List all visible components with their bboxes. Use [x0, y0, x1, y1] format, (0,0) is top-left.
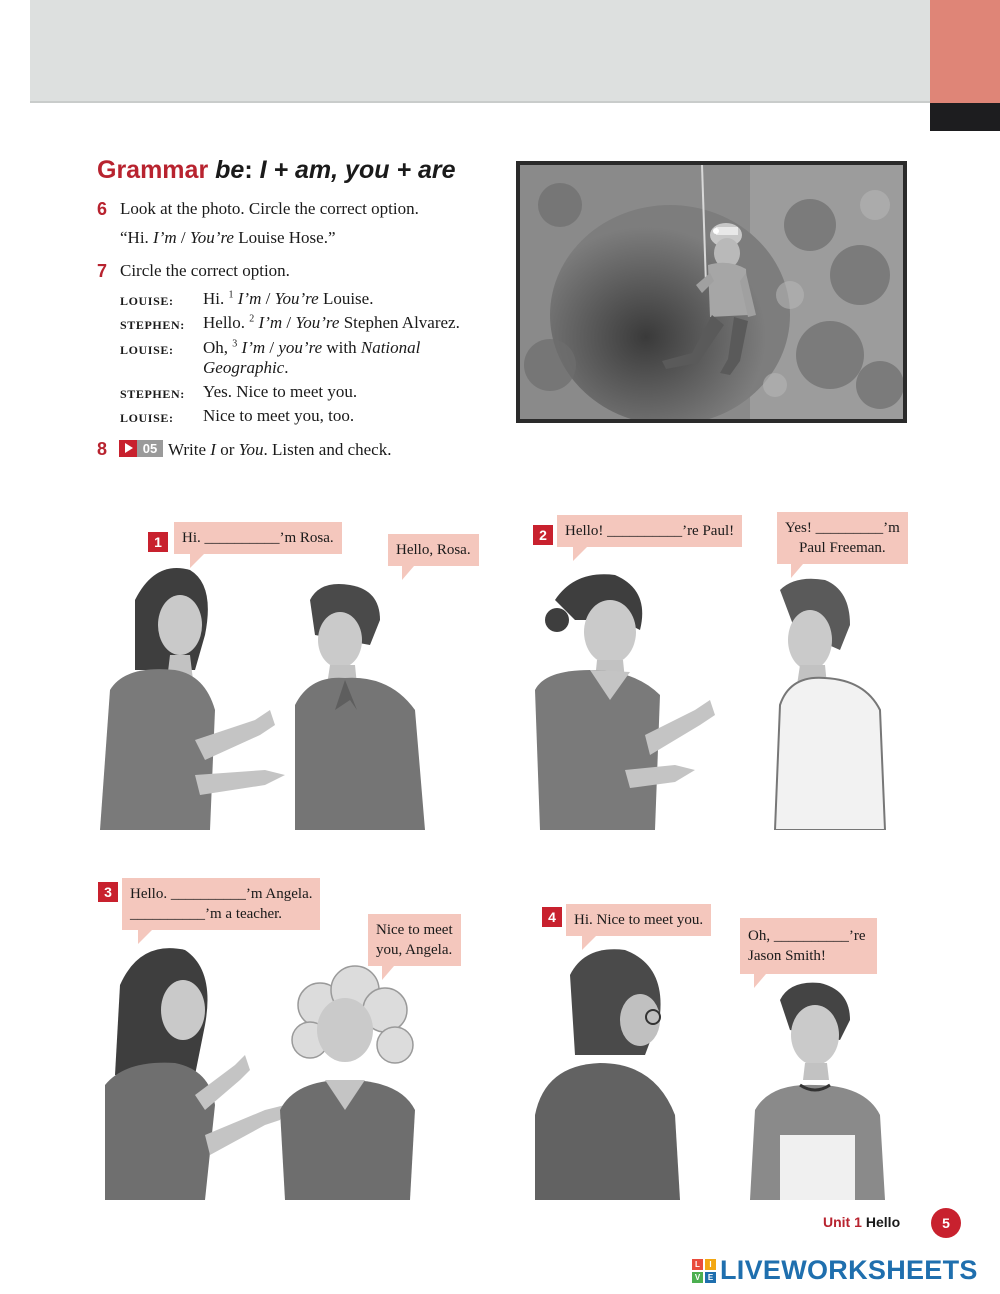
header-band — [30, 0, 930, 103]
scene-2-illustration — [525, 560, 925, 830]
instruction-text: or — [215, 440, 239, 459]
bubble-text-line-1: Nice to meet — [376, 922, 453, 938]
liveworksheets-logo — [692, 1255, 978, 1286]
track-number: 05 — [137, 440, 163, 457]
bubble-text: Hi. __________’m Rosa. — [182, 530, 334, 546]
option-im[interactable]: I’m — [237, 289, 262, 308]
audio-play-button[interactable] — [119, 440, 163, 457]
scene-3-bubble-teacher — [122, 878, 320, 930]
exercise-6-example — [120, 228, 336, 248]
scene-1-bubble-man — [388, 534, 479, 566]
line-text: with — [322, 338, 361, 357]
dialogue-line-4: Yes. Nice to meet you. — [203, 382, 358, 401]
unit-number: Unit 1 — [823, 1214, 862, 1230]
dialogue-line-3-cont — [203, 358, 288, 378]
bubble-text-line-2: you, Angela. — [376, 942, 453, 958]
option-youre[interactable]: You’re — [274, 289, 319, 308]
exercise-6-number: 6 — [97, 199, 108, 219]
speaker-stephen: STEPHEN: — [120, 318, 185, 332]
example-close: Louise Hose.” — [233, 228, 336, 247]
scene-1-number: 1 — [148, 532, 168, 552]
scene-2-bubble-man — [777, 512, 908, 564]
example-open: “Hi. — [120, 228, 154, 247]
gap-number: 2 — [249, 313, 255, 325]
heading-grammar: Grammar — [97, 156, 209, 184]
scene-3-number: 3 — [98, 882, 118, 902]
exercise-6-instruction: Look at the photo. Circle the correct option. — [120, 199, 419, 218]
dialogue-line-1 — [203, 289, 373, 309]
logo-letter: E — [705, 1272, 716, 1283]
bubble-text: Hi. Nice to meet you. — [574, 912, 704, 928]
bubble-text-line-1: Oh, __________’re — [748, 928, 866, 944]
option-slash: / — [261, 289, 275, 308]
option-youre[interactable]: You’re — [189, 228, 234, 247]
line-text: Oh, — [203, 338, 233, 357]
speaker-louise: LOUISE: — [120, 411, 174, 425]
logo-letter: L — [692, 1259, 703, 1270]
heading-colon: : — [244, 156, 253, 184]
page-number: 5 — [931, 1208, 961, 1238]
scene-1-illustration — [95, 560, 495, 830]
corner-accent — [930, 0, 1000, 103]
exercise-7-instruction: Circle the correct option. — [120, 261, 290, 280]
instruction-text: Write — [168, 440, 211, 459]
logo-letter: V — [692, 1272, 703, 1283]
word-you: You — [238, 440, 264, 459]
dialogue-line-2 — [203, 313, 460, 333]
scene-2-number: 2 — [533, 525, 553, 545]
scene-2-bubble-woman — [557, 515, 742, 547]
caver-photo — [516, 161, 907, 423]
exercise-7-number: 7 — [97, 261, 108, 281]
exercise-8-number: 8 — [97, 439, 108, 459]
line-text: Stephen Alvarez. — [339, 313, 460, 332]
option-youre[interactable]: you’re — [278, 338, 323, 357]
scene-3-bubble-student — [368, 914, 461, 966]
brand-name: LIVEWORKSHEETS — [720, 1255, 978, 1285]
line-text: Hello. — [203, 313, 250, 332]
option-im[interactable]: I’m — [153, 228, 177, 247]
logo-squares — [692, 1259, 716, 1283]
logo-letter: I — [705, 1259, 716, 1270]
scene-4-number: 4 — [542, 907, 562, 927]
option-slash: / — [265, 338, 279, 357]
dialogue-line-5: Nice to meet you, too. — [203, 406, 355, 425]
bubble-text-line-2: __________’m a teacher. — [130, 906, 283, 922]
option-im[interactable]: I’m — [241, 338, 266, 357]
bubble-text-line-1: Yes! _________’m — [785, 520, 900, 536]
bubble-text-line-1: Hello. __________’m Angela. — [130, 886, 313, 902]
section-heading — [97, 156, 456, 185]
play-icon[interactable] — [119, 440, 137, 457]
scene-1-bubble-woman — [174, 522, 342, 554]
option-youre[interactable]: You’re — [295, 313, 340, 332]
scene-3-illustration — [95, 935, 495, 1200]
scene-4-bubble-man — [566, 904, 711, 936]
unit-title: Hello — [865, 1214, 901, 1230]
option-slash: / — [176, 228, 190, 247]
unit-label — [823, 1214, 900, 1230]
word-i: I — [210, 440, 216, 459]
line-text: Hi. — [203, 289, 229, 308]
heading-be: be — [215, 156, 245, 184]
speaker-stephen: STEPHEN: — [120, 387, 185, 401]
scene-4-illustration — [525, 935, 925, 1200]
magazine-name: Geographic — [203, 358, 285, 377]
scene-3-people — [95, 935, 495, 1200]
scene-2-people — [525, 560, 925, 830]
speaker-louise: LOUISE: — [120, 294, 174, 308]
line-text: . — [284, 358, 289, 377]
exercise-8-instruction — [168, 440, 391, 460]
option-slash: / — [282, 313, 296, 332]
dialogue-line-3 — [203, 338, 420, 358]
bubble-text-line-2: Paul Freeman. — [799, 540, 886, 556]
heading-rule: I + am, you + are — [259, 156, 456, 184]
option-im[interactable]: I’m — [258, 313, 283, 332]
speaker-louise: LOUISE: — [120, 343, 174, 357]
gap-number: 1 — [228, 289, 234, 301]
scene-4-people — [525, 935, 925, 1200]
instruction-text: . Listen and check. — [263, 440, 392, 459]
bubble-text: Hello, Rosa. — [396, 542, 471, 558]
caver-photo-image — [520, 165, 903, 419]
scene-4-bubble-jason — [740, 918, 877, 974]
bubble-text-line-2: Jason Smith! — [748, 948, 826, 964]
bubble-text: Hello! __________’re Paul! — [565, 523, 735, 539]
corner-accent-dark — [930, 103, 1000, 131]
gap-number: 3 — [232, 338, 238, 350]
scene-1-people — [95, 560, 495, 830]
line-text: Louise. — [318, 289, 374, 308]
magazine-name: National — [360, 338, 421, 357]
